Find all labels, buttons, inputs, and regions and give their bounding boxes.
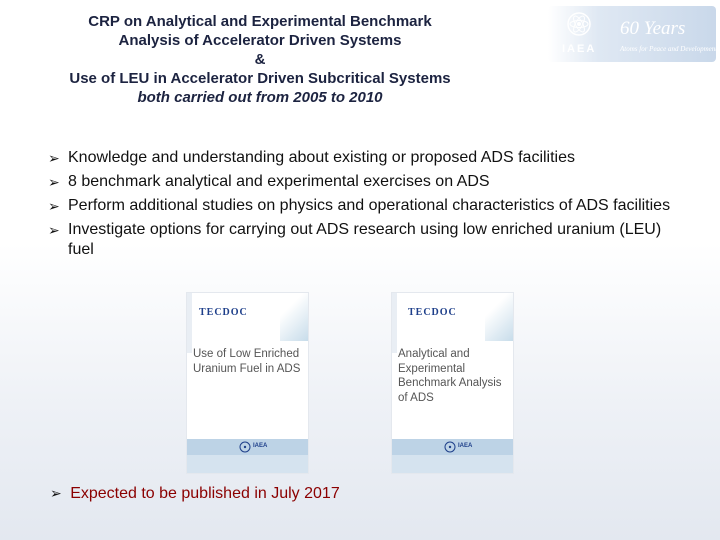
cover-logo-text: IAEA <box>253 443 268 449</box>
bullet-list <box>50 148 690 264</box>
iaea-60-years-logo <box>548 6 716 62</box>
title-line-3: & <box>254 51 266 68</box>
bullet-item <box>50 148 690 168</box>
cover-stripe <box>485 293 513 341</box>
slide-title <box>20 12 500 107</box>
cover-logo-text: IAEA <box>458 443 473 449</box>
bullet-text: Perform additional studies on physics and operational characteristics of ADS facilities <box>68 197 671 214</box>
tecdoc-cover-leu <box>187 293 308 473</box>
publication-note-text: Expected to be published in July 2017 <box>70 485 340 502</box>
bullet-text: 8 benchmark analytical and experimental exercises on ADS <box>68 173 490 190</box>
title-line-4: Use of LEU in Accelerator Driven Subcritical Systems <box>69 70 451 87</box>
bullet-text: Knowledge and understanding about existing or proposed ADS facilities <box>68 149 575 166</box>
bullet-text: Investigate options for carrying out ADS research using low enriched uranium (LEU) fuel <box>68 221 662 258</box>
bullet-item <box>50 196 690 216</box>
logo-tagline-text: Atoms for Peace and Development <box>620 45 718 53</box>
tecdoc-cover-benchmark <box>392 293 513 473</box>
arrow-bullet-icon: ➢ <box>50 485 62 501</box>
bullet-item <box>50 220 690 260</box>
title-line-1: CRP on Analytical and Experimental Benchmark <box>88 13 432 30</box>
cover-series-label: TECDOC <box>408 307 457 318</box>
iaea-emblem-icon <box>564 10 594 40</box>
arrow-bullet-icon: ➢ <box>48 198 60 214</box>
bullet-item <box>50 172 690 192</box>
cover-title: Use of Low Enriched Uranium Fuel in ADS <box>193 348 301 375</box>
arrow-bullet-icon: ➢ <box>48 174 60 190</box>
cover-series-label: TECDOC <box>199 307 248 318</box>
cover-footer <box>187 439 308 473</box>
cover-edge <box>392 293 397 353</box>
cover-footer <box>392 439 513 473</box>
arrow-bullet-icon: ➢ <box>48 150 60 166</box>
cover-title: Analytical and Experimental Benchmark Analysis of ADS <box>398 348 502 404</box>
cover-edge <box>187 293 192 353</box>
title-line-2: Analysis of Accelerator Driven Systems <box>118 32 402 49</box>
cover-stripe <box>280 293 308 341</box>
iaea-emblem-icon <box>239 441 251 453</box>
iaea-emblem-icon <box>444 441 456 453</box>
logo-anniversary-text: 60 Years <box>620 18 686 39</box>
title-line-5: both carried out from 2005 to 2010 <box>137 89 383 106</box>
arrow-bullet-icon: ➢ <box>48 222 60 238</box>
logo-org-text: IAEA <box>562 43 597 55</box>
publication-note <box>50 485 340 503</box>
